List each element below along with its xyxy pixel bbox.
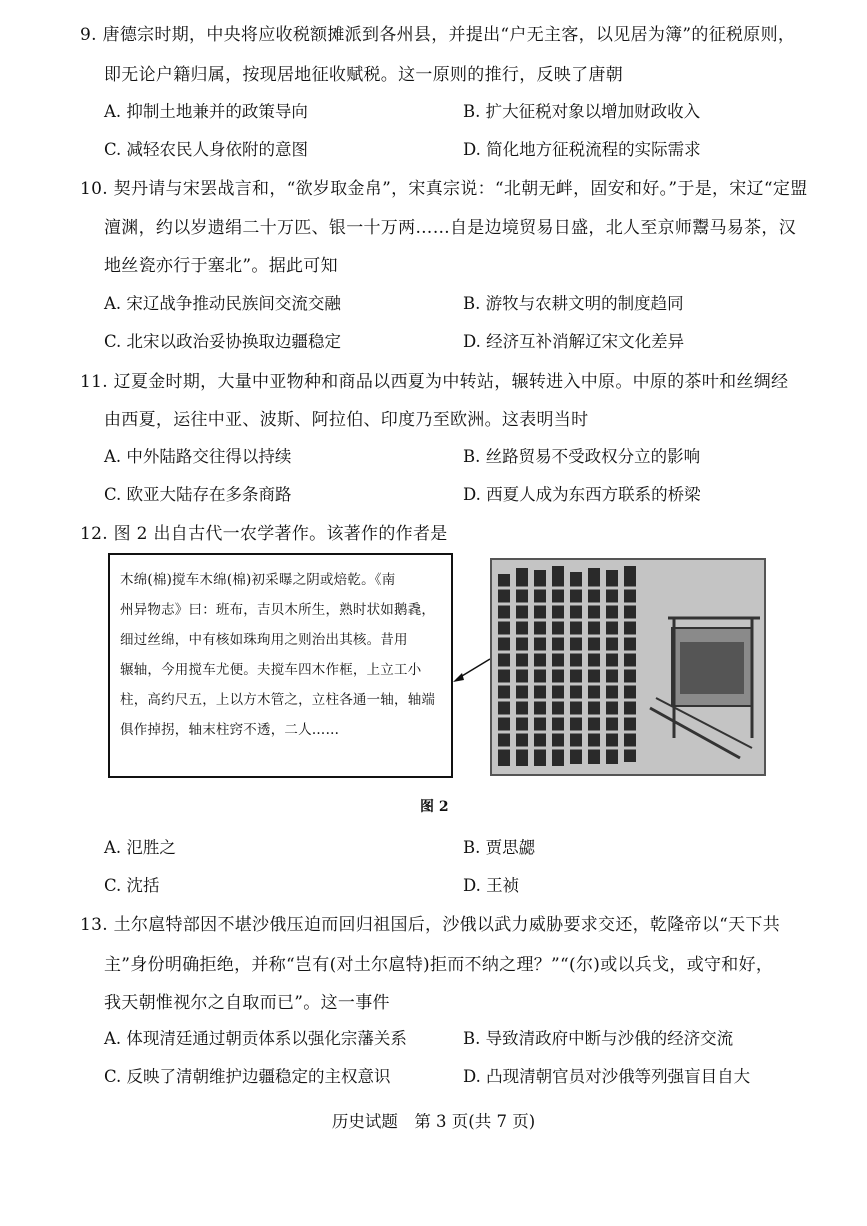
q11-option-a: A. 中外陆路交往得以持续	[104, 447, 292, 466]
q10-option-d: D. 经济互补消解辽宋文化差异	[463, 332, 685, 351]
excerpt-line: 州异物志》曰：班布，吉贝木所生，熟时状如鹅毳，	[120, 602, 436, 618]
excerpt-line: 柱，高约尺五，上以方木管之，立柱各通一轴，轴端	[120, 692, 436, 708]
figure-caption: 图 2	[420, 799, 449, 815]
ancient-book-scan-image	[490, 558, 766, 776]
q9-option-b: B. 扩大征税对象以增加财政收入	[463, 102, 701, 121]
q12-option-a: A. 氾胜之	[104, 838, 176, 857]
q10-option-c: C. 北宋以政治妥协换取边疆稳定	[104, 332, 342, 351]
q11-stem-line-2: 由西夏，运往中亚、波斯、阿拉伯、印度乃至欧洲。这表明当时	[104, 410, 589, 430]
q10-stem-line-2: 澶渊，约以岁遗绢二十万匹、银一十万两……自是边境贸易日盛，北人至京师鬻马易茶，汉	[104, 218, 796, 238]
excerpt-line: 俱作掉拐，轴末柱窍不透，二人……	[120, 722, 340, 738]
figure2-text-excerpt	[108, 553, 453, 778]
q10-stem-line-3: 地丝瓷亦行于塞北”。据此可知	[104, 256, 338, 276]
q9-stem-line-2: 即无论户籍归属，按现居地征收赋税。这一原则的推行，反映了唐朝	[104, 65, 623, 85]
q11-option-b: B. 丝路贸易不受政权分立的影响	[463, 447, 701, 466]
q13-option-b: B. 导致清政府中断与沙俄的经济交流	[463, 1029, 734, 1048]
q13-stem-line-3: 我天朝惟视尔之自取而已”。这一事件	[104, 993, 390, 1013]
q11-option-d: D. 西夏人成为东西方联系的桥梁	[463, 485, 701, 504]
excerpt-line: 细过丝绵，中有核如珠珣用之则治出其核。昔用	[120, 632, 408, 648]
q13-stem-line-2: 主”身份明确拒绝，并称“岂有(对土尔扈特)拒而不纳之理？”“(尔)或以兵戈，或守和好，	[104, 955, 774, 975]
excerpt-line: 木绵(棉)搅车木绵(棉)初采曝之阴或焙乾。《南	[120, 572, 396, 588]
q9-option-c: C. 减轻农民人身依附的意图	[104, 140, 309, 159]
page-footer: 历史试题 第 3 页(共 7 页)	[331, 1112, 536, 1131]
q13-stem-line-1: 13. 土尔扈特部因不堪沙俄压迫而回归祖国后，沙俄以武力威胁要求交还，乾隆帝以“天下共	[80, 915, 781, 935]
q12-option-c: C. 沈括	[104, 876, 160, 895]
q12-option-b: B. 贾思勰	[463, 838, 536, 857]
excerpt-line: 辗轴，今用搅车尤便。夫搅车四木作框，上立工小	[120, 662, 422, 678]
q10-option-a: A. 宋辽战争推动民族间交流交融	[104, 294, 341, 313]
q13-option-d: D. 凸现清朝官员对沙俄等列强盲目自大	[463, 1067, 751, 1086]
q11-option-c: C. 欧亚大陆存在多条商路	[104, 485, 292, 504]
q11-stem-line-1: 11. 辽夏金时期，大量中亚物种和商品以西夏为中转站，辗转进入中原。中原的茶叶和丝绸经	[80, 372, 789, 392]
q12-stem: 12. 图 2 出自古代一农学著作。该著作的作者是	[80, 524, 448, 544]
q9-stem-line-1: 9. 唐德宗时期，中央将应收税额摊派到各州县，并提出“户无主客，以见居为簿”的征税原则，	[80, 25, 796, 45]
q10-stem-line-1: 10. 契丹请与宋罢战言和，“欲岁取金帛”，宋真宗说：“北朝无衅，固安和好。”于是，宋辽“定盟	[80, 179, 808, 199]
q13-option-c: C. 反映了清朝维护边疆稳定的主权意识	[104, 1067, 391, 1086]
q12-option-d: D. 王祯	[463, 876, 520, 895]
q10-option-b: B. 游牧与农耕文明的制度趋同	[463, 294, 684, 313]
q13-option-a: A. 体现清廷通过朝贡体系以强化宗藩关系	[104, 1029, 407, 1048]
q9-option-a: A. 抑制土地兼并的政策导向	[104, 102, 308, 121]
left-arrow-icon	[453, 655, 491, 685]
q9-option-d: D. 简化地方征税流程的实际需求	[463, 140, 701, 159]
